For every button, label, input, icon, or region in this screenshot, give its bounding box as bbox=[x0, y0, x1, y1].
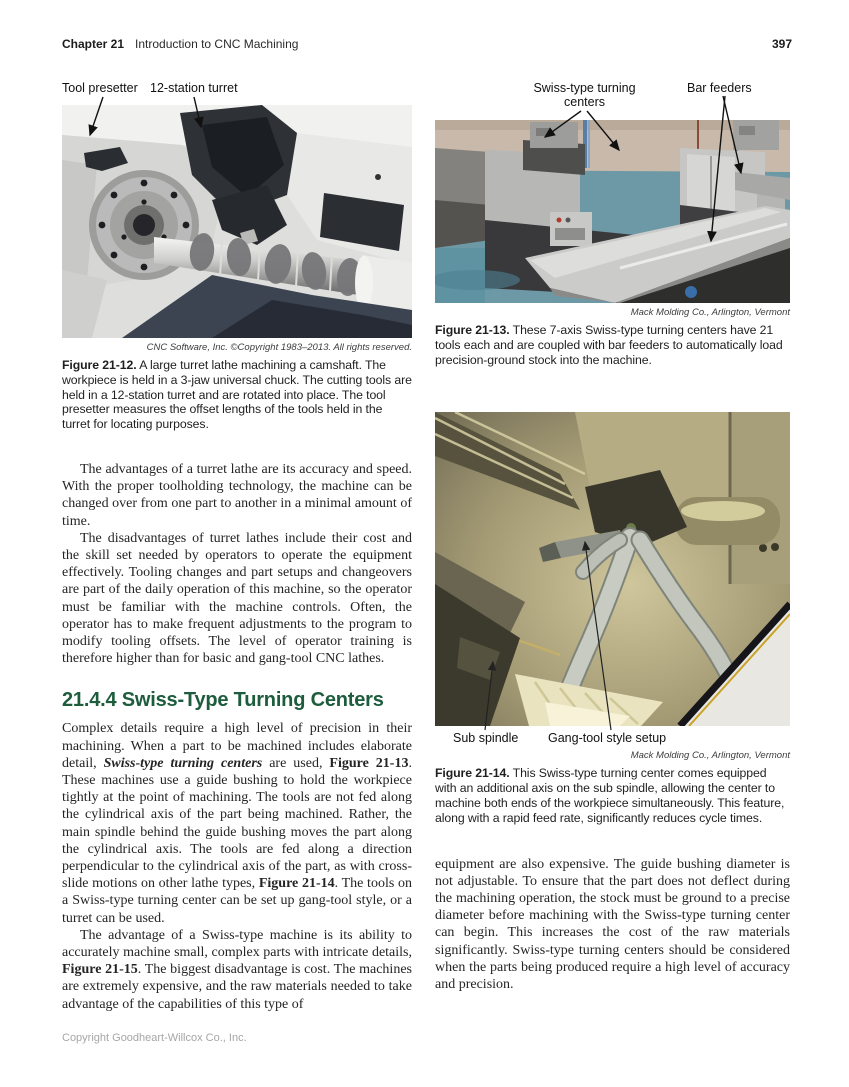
paragraph-swiss-intro: Complex details require a high level of precision in their machining. When a part to be machined includes elaborate detail, Swiss-type turning centers are used, Figure 21-13. These machines use a guide bushing to hold the workpiece tightly at the point of machining. The tools are not fed along the cylindrical axis of the part being machined. Rather, the main spindle behind the guide bushing moves the part along the cylindrical axis. The tools are fed along a direction perpendicular to the cylindrical axis of the part, as with cross-slide motions on other lathe types, Figure 21-14. The tools on a Swiss-type turning center can be set up gang-tool style, or a turret can be used. bbox=[62, 721, 412, 926]
copyright-footer: Copyright Goodheart-Willcox Co., Inc. bbox=[62, 1032, 247, 1044]
figure-label-12-station-turret: 12-station turret bbox=[150, 81, 238, 95]
figure-21-14-caption-text: This Swiss-type turning center comes equipped with an additional axis on the sub spindle, allowing the center to machine both ends of the workpiece simultaneously. This feature, along with a rapid feed rate, significantly reduces cycle times. bbox=[435, 766, 785, 825]
page-number: 397 bbox=[771, 37, 792, 51]
paragraph-swiss-cost: equipment are also expensive. The guide bushing diameter is not adjustable. To ensure that the part does not deflect during the machining operation, the stock must be ground to a precise diameter before machining with the Swiss-type turning center can begin. This increases the cost of the raw materials significantly. Swiss-type turning centers should be considered when the parts being produced require a high level of accuracy and precision. bbox=[435, 856, 790, 992]
figure-21-12-credit: CNC Software, Inc. ©Copyright 1983–2013. All rights reserved. bbox=[146, 342, 412, 353]
page-header bbox=[62, 37, 792, 51]
chapter-number: Chapter 21 bbox=[62, 37, 125, 51]
section-heading-21-4-4: 21.4.4 Swiss-Type Turning Centers bbox=[62, 689, 384, 712]
figure-21-13-caption-label: Figure 21-13. bbox=[435, 323, 510, 337]
figure-21-12-caption-label: Figure 21-12. bbox=[62, 358, 137, 372]
chapter-title: Introduction to CNC Machining bbox=[135, 37, 299, 51]
figure-21-13-caption bbox=[435, 323, 790, 367]
paragraph-turret-disadvantages: The disadvantages of turret lathes include their cost and the skill set needed by operators to operate the equipment effectively. Tooling changes and part setups and changeovers are part of the daily operation of this machine, so the operator must be familiar with the machine controls. Often, the operator has to make frequent adjustments to the program to modify tooling offsets. The level of operator training is therefore higher than for basic and gang-tool CNC lathes. bbox=[62, 530, 412, 667]
figure-21-13-credit: Mack Molding Co., Arlington, Vermont bbox=[630, 307, 790, 318]
figure-21-13-caption-text: These 7-axis Swiss-type turning centers have 21 tools each and are coupled with bar feeders to automatically load precision-ground stock into the machine. bbox=[435, 323, 783, 367]
figure-21-14-credit: Mack Molding Co., Arlington, Vermont bbox=[630, 750, 790, 762]
figure-21-12-caption-text: A large turret lathe machining a camshaft. The workpiece is held in a 3-jaw universal chuck. The cutting tools are held in a 12-station turret and are rotated into place. The tool presetter measures the offset lengths of the tools held in the turret for locating purposes. bbox=[62, 358, 412, 432]
figure-21-12 bbox=[62, 80, 412, 338]
figure-label-bar-feeders: Bar feeders bbox=[687, 81, 752, 95]
figure-label-swiss-turning-centers: Swiss-type turning centers bbox=[533, 81, 636, 109]
figure-label-gang-tool-setup: Gang-tool style setup bbox=[548, 731, 667, 746]
figure-21-13-photo bbox=[435, 120, 790, 303]
figure-21-14-caption-label: Figure 21-14. bbox=[435, 766, 510, 781]
figure-21-14-photo bbox=[435, 412, 790, 726]
left-column bbox=[62, 80, 412, 1013]
figure-21-14-caption bbox=[435, 766, 790, 825]
right-column bbox=[435, 80, 790, 993]
paragraph-turret-advantages: The advantages of a turret lathe are its accuracy and speed. With the proper toolholding technology, the machine can be changed over from one part to another in a minimal amount of time. bbox=[62, 461, 412, 529]
running-head bbox=[62, 37, 298, 51]
figure-label-sub-spindle: Sub spindle bbox=[453, 731, 519, 746]
paragraph-swiss-advantage: The advantage of a Swiss-type machine is its ability to accurately machine small, complex parts with intricate details, Figure 21-15. The biggest disadvantage is cost. The machines are extremely expensive, and the raw materials needed to take advantage of the capabilities of this type of bbox=[62, 927, 412, 1012]
figure-21-12-photo bbox=[62, 105, 412, 338]
figure-label-tool-presetter: Tool presetter bbox=[62, 81, 138, 95]
figure-21-12-caption bbox=[62, 358, 412, 432]
figure-21-13 bbox=[435, 80, 790, 303]
figure-21-14 bbox=[435, 412, 790, 748]
